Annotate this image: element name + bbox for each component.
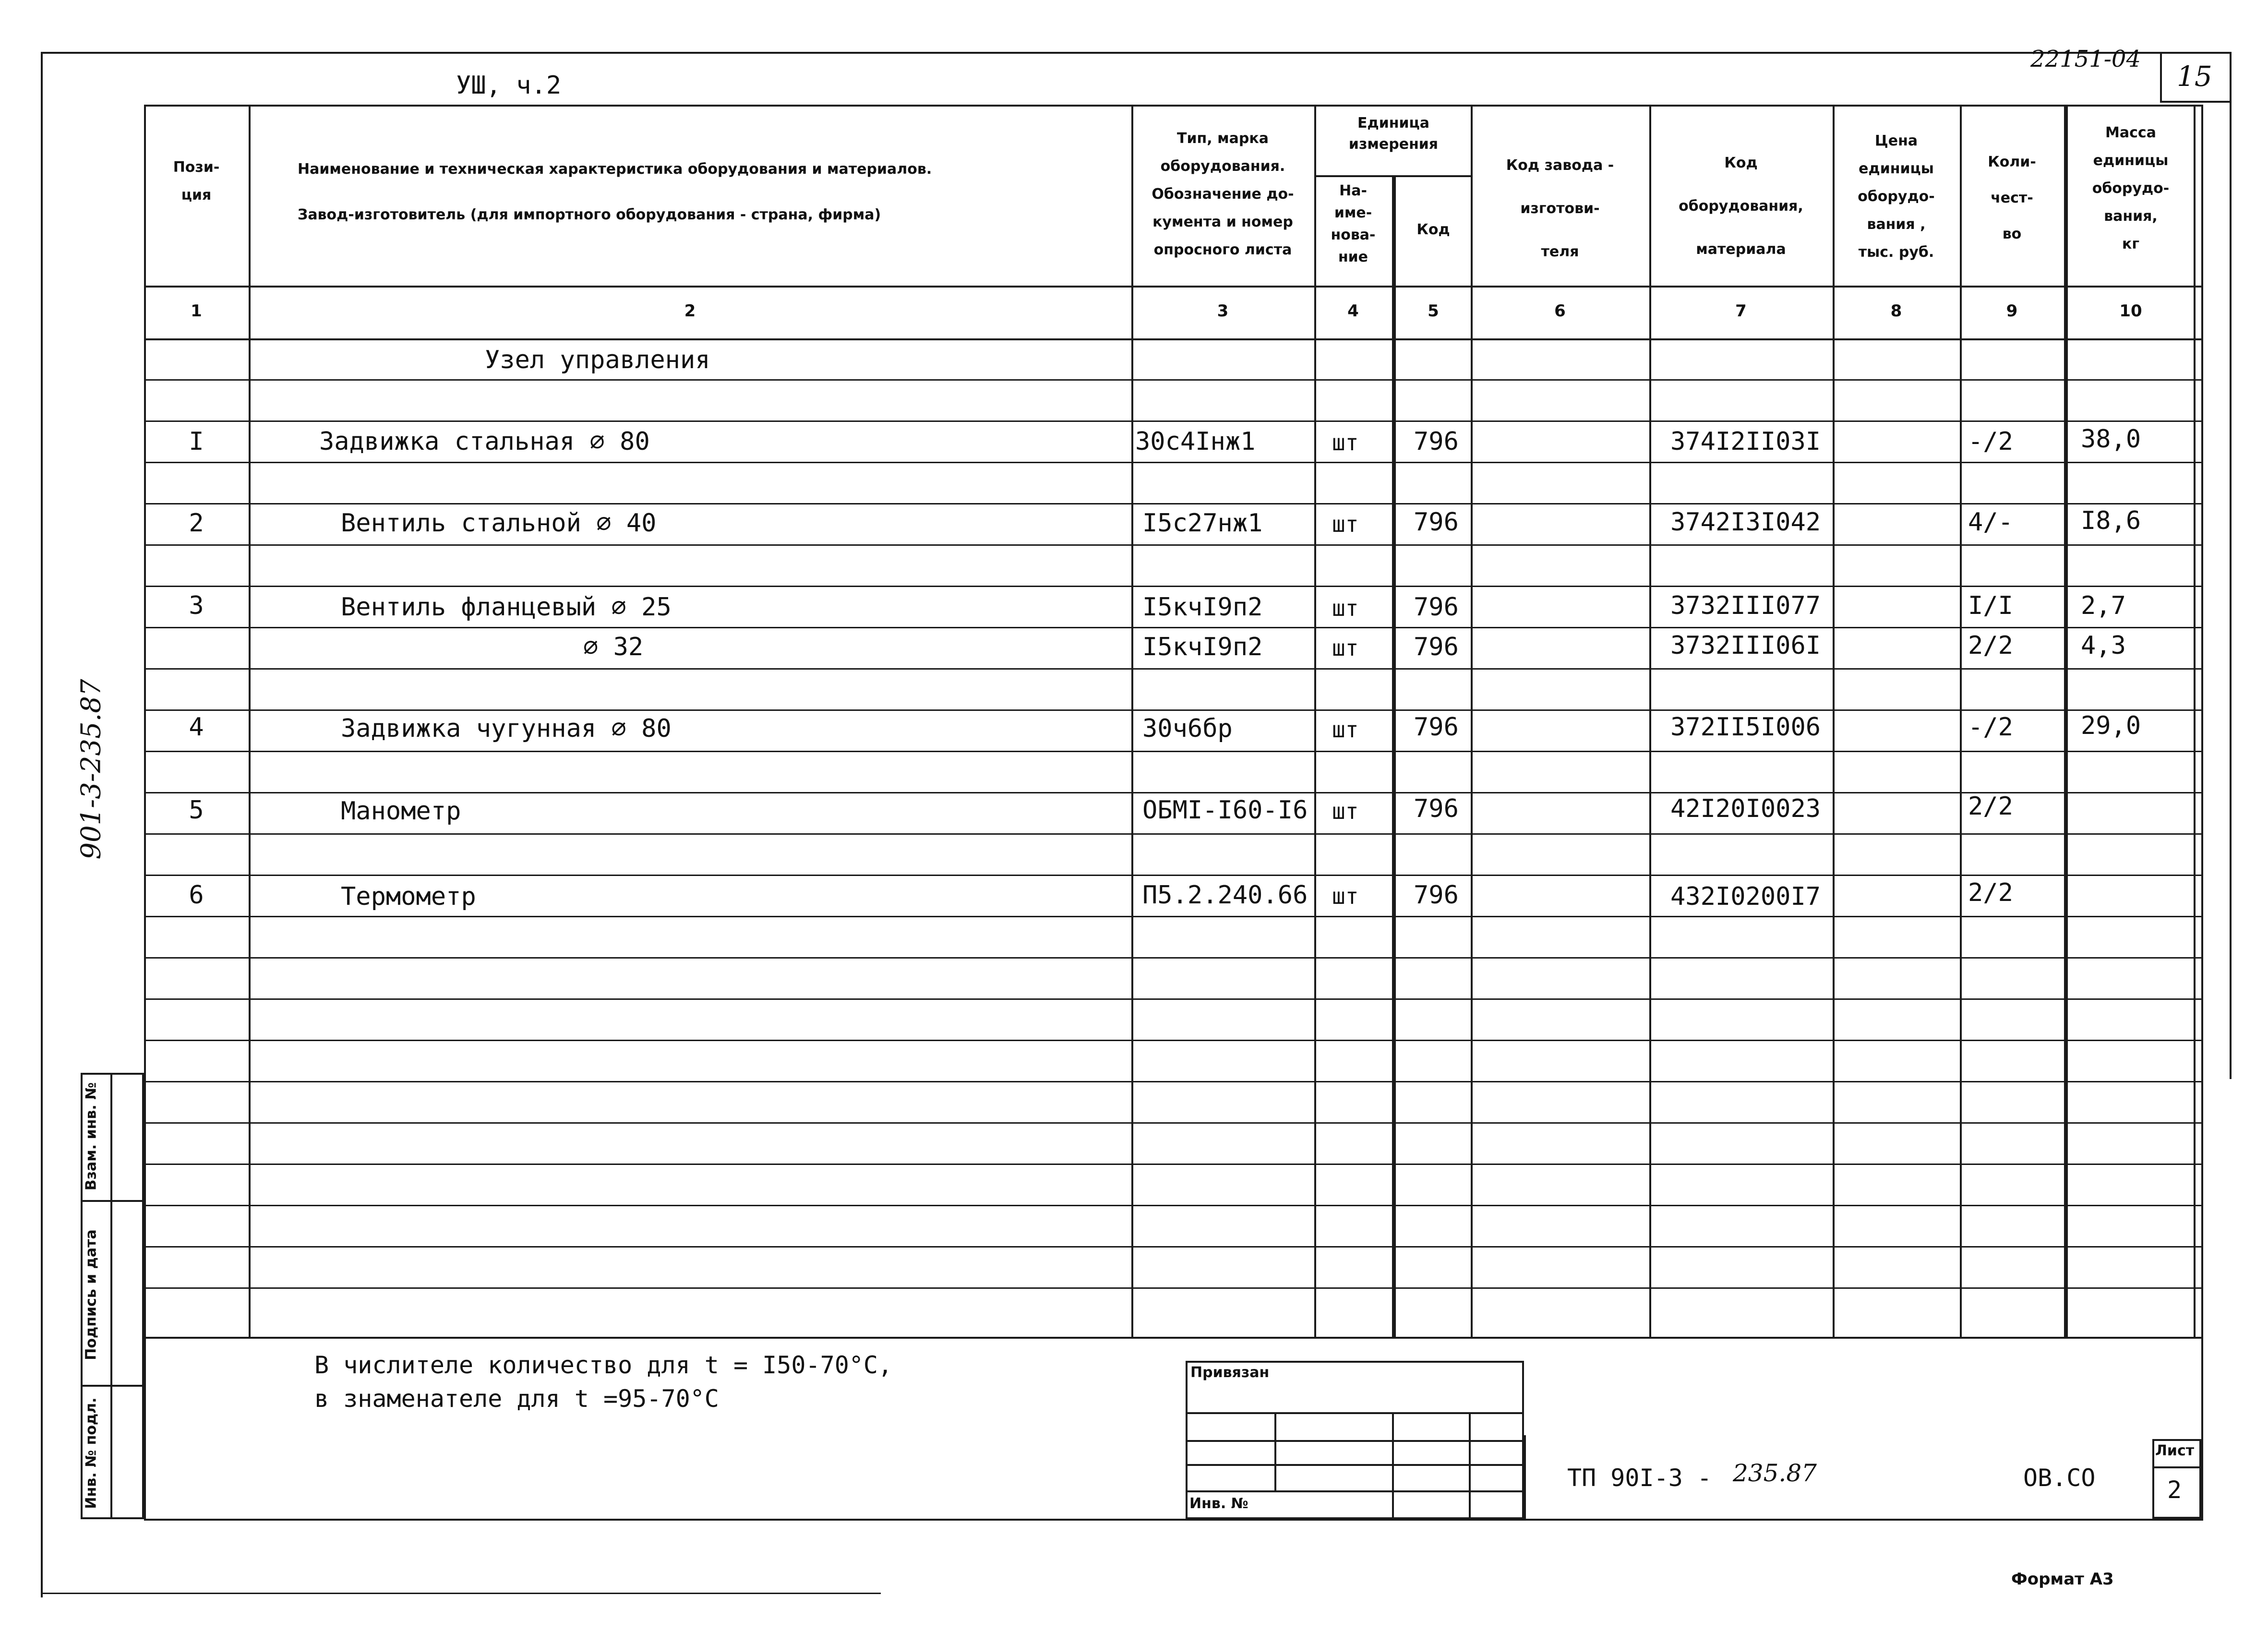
row2-type: I5с27нж1 — [1142, 509, 1263, 538]
row1-equip: 374I2II03I — [1670, 427, 1821, 456]
row1-unit: шт — [1332, 430, 1359, 456]
row-line — [144, 833, 2203, 835]
row4-equip: 372II5I006 — [1670, 713, 1821, 742]
unit-group-divider — [1314, 175, 1473, 177]
row3b-mass: 4,3 — [2081, 631, 2126, 660]
row-line — [144, 1246, 2203, 1248]
row5-type: ОБМI-I60-I6 — [1142, 796, 1308, 825]
colnum-4: 4 — [1347, 301, 1359, 321]
row6-type: П5.2.240.66 — [1142, 881, 1308, 910]
colnum-8: 8 — [1890, 301, 1902, 321]
row-line — [144, 751, 2203, 752]
note-line-1: В числителе количество для t = I50-70°С, — [314, 1351, 893, 1379]
row-line — [144, 1122, 2203, 1124]
row5-pos: 5 — [189, 796, 204, 825]
row3-name: Вентиль фланцевый ∅ 25 — [341, 593, 672, 622]
row-line — [144, 462, 2203, 463]
row-line — [144, 627, 2203, 628]
colnum-7: 7 — [1735, 301, 1747, 321]
row3-code: 796 — [1414, 593, 1459, 622]
row5-code: 796 — [1414, 794, 1459, 823]
row3-pos: 3 — [189, 591, 204, 620]
header-col4: На- име- нова- ние — [1331, 182, 1376, 265]
col-line-2 — [1131, 105, 1133, 1338]
row2-name: Вентиль стальной ∅ 40 — [341, 509, 657, 538]
doc-code-hand: 235.87 — [1733, 1459, 1817, 1487]
row4-pos: 4 — [189, 713, 204, 742]
row-line — [144, 420, 2203, 422]
header-col5: Код — [1416, 221, 1450, 238]
row5-equip: 42I20I0023 — [1670, 794, 1821, 823]
row5-name: Манометр — [341, 797, 461, 826]
row6-code: 796 — [1414, 881, 1459, 910]
inv-no-label: Инв. № — [1189, 1495, 1248, 1512]
row3b-type: I5кчI9п2 — [1142, 633, 1263, 661]
corner-sheet: 15 — [2177, 60, 2212, 93]
list-number: 2 — [2167, 1476, 2182, 1504]
col-line-7 — [1833, 105, 1835, 1338]
row-line — [144, 544, 2203, 546]
frame-bottom — [41, 1593, 881, 1594]
row2-pos: 2 — [189, 509, 204, 538]
colnum-10: 10 — [2119, 301, 2142, 321]
note-line-2: в знаменателе для t =95-70°С — [314, 1385, 719, 1413]
privyazan-label: Привязан — [1190, 1364, 1270, 1381]
frame-right — [2230, 52, 2232, 1079]
row6-pos: 6 — [189, 881, 204, 910]
stamp-number: 22151-04 — [2030, 46, 2141, 72]
row-line — [144, 998, 2203, 1000]
doc-code-prefix: ТП 90I-3 - — [1567, 1464, 1712, 1492]
col-line-1 — [249, 105, 251, 1338]
row2-unit: шт — [1332, 511, 1359, 537]
row1-pos: I — [189, 427, 204, 456]
col-line-5 — [1471, 105, 1473, 1338]
left-podpis: Подпись и дата — [83, 1229, 100, 1360]
colnum-5: 5 — [1428, 301, 1439, 321]
privyazan-vline-2 — [1392, 1412, 1394, 1519]
colnum-bottom — [144, 338, 2203, 340]
format-label: Формат А3 — [2011, 1570, 2114, 1589]
row-line — [144, 503, 2203, 504]
privyazan-vline-1 — [1274, 1412, 1276, 1490]
row-line — [144, 875, 2203, 876]
row3b-qty: 2/2 — [1968, 631, 2013, 660]
row3b-unit: шт — [1332, 635, 1359, 661]
header-col2: Наименование и техническая характеристика оборудования и материалов. Завод-изготовитель (для импортного оборудования - страна, фирма) — [298, 161, 932, 223]
row-line — [144, 1205, 2203, 1206]
table-body-bottom — [144, 1337, 2203, 1339]
side-vertical-number: 901-3-235.87 — [75, 679, 107, 860]
row-line — [144, 957, 2203, 959]
colnum-2: 2 — [684, 301, 696, 321]
header-col6: Код завода - изготови- теля — [1506, 157, 1614, 260]
privyazan-line-4 — [1186, 1490, 1524, 1492]
row4-name: Задвижка чугунная ∅ 80 — [341, 714, 672, 743]
row6-qty: 2/2 — [1968, 878, 2013, 907]
row-line — [144, 709, 2203, 711]
left-vzam: Взам. инв. № — [83, 1082, 100, 1191]
frame-left — [41, 52, 43, 1597]
colnum-9: 9 — [2006, 301, 2018, 321]
row2-equip: 3742I3I042 — [1670, 508, 1821, 537]
row1-code: 796 — [1414, 427, 1459, 456]
row-line — [144, 379, 2203, 381]
row4-code: 796 — [1414, 713, 1459, 742]
row4-type: 30ч6бр — [1142, 714, 1233, 743]
row-line — [144, 916, 2203, 917]
row3-type: I5кчI9п2 — [1142, 593, 1263, 622]
row2-mass: I8,6 — [2081, 506, 2141, 535]
table-bottom — [144, 1519, 2203, 1521]
row3b-name: ∅ 32 — [583, 633, 644, 661]
left-inv-podl: Инв. № подл. — [83, 1397, 100, 1509]
row6-unit: шт — [1332, 883, 1359, 909]
row-line — [144, 792, 2203, 793]
list-divider — [2152, 1466, 2201, 1468]
header-unit-group: Единица измерения — [1348, 115, 1439, 153]
row-line — [144, 668, 2203, 670]
table-top — [144, 105, 2203, 107]
row3-mass: 2,7 — [2081, 591, 2126, 620]
row1-qty: -/2 — [1968, 427, 2013, 456]
row-line — [144, 1164, 2203, 1165]
frame-top — [41, 52, 2230, 54]
row-line — [144, 1040, 2203, 1041]
col-line-8 — [1960, 105, 1962, 1338]
colnum-3: 3 — [1217, 301, 1229, 321]
corner-box-bottom — [2160, 101, 2230, 103]
header-bottom — [144, 286, 2203, 288]
doc-code-left — [1524, 1435, 1526, 1519]
row4-qty: -/2 — [1968, 713, 2013, 742]
row1-mass: 38,0 — [2081, 425, 2141, 454]
header-col7: Код оборудования, материала — [1679, 155, 1803, 258]
header-col3: Тип, марка оборудования. Обозначение до- кумента и номер опросного листа — [1152, 130, 1294, 258]
section-label: УШ, ч.2 — [456, 71, 562, 100]
row6-equip: 432I0200I7 — [1670, 882, 1821, 911]
header-col10: Масса единицы оборудо- вания, кг — [2092, 124, 2170, 252]
sheet-code: ОВ.СО — [2023, 1464, 2096, 1492]
colnum-1: 1 — [191, 301, 202, 321]
header-col8: Цена единицы оборудо- вания , тыс. руб. — [1858, 132, 1935, 261]
row1-type: 30с4Iнж1 — [1135, 427, 1256, 456]
row1-name: Задвижка стальная ∅ 80 — [319, 427, 650, 456]
col-line-10 — [2194, 105, 2196, 1338]
left-margin-divider — [110, 1073, 112, 1519]
row3-qty: I/I — [1968, 591, 2013, 620]
row-line — [144, 1287, 2203, 1289]
table-right — [2201, 105, 2203, 1521]
privyazan-line-3 — [1186, 1464, 1524, 1466]
row5-unit: шт — [1332, 798, 1359, 824]
list-label: Лист — [2155, 1442, 2195, 1459]
row3-equip: 3732III077 — [1670, 591, 1821, 620]
row3-unit: шт — [1332, 595, 1359, 621]
row5-qty: 2/2 — [1968, 792, 2013, 821]
privyazan-line-1 — [1186, 1412, 1524, 1414]
col-line-6 — [1649, 105, 1651, 1338]
row-line — [144, 1081, 2203, 1082]
row-line — [144, 586, 2203, 587]
corner-box-left — [2160, 52, 2162, 102]
row4-mass: 29,0 — [2081, 711, 2141, 740]
col-line-9 — [2064, 105, 2068, 1338]
row2-qty: 4/- — [1968, 508, 2013, 537]
section-title: Узел управления — [485, 346, 710, 374]
row2-code: 796 — [1414, 508, 1459, 537]
col-line-3 — [1314, 105, 1316, 1338]
colnum-6: 6 — [1554, 301, 1566, 321]
row3b-code: 796 — [1414, 633, 1459, 661]
row4-unit: шт — [1332, 717, 1359, 743]
header-col9: Коли- чест- во — [1988, 154, 2036, 242]
row3b-equip: 3732III06I — [1670, 631, 1821, 660]
row6-name: Термометр — [341, 882, 476, 911]
privyazan-vline-3 — [1469, 1412, 1471, 1519]
header-col1: Пози- ция — [173, 159, 220, 204]
privyazan-line-2 — [1186, 1440, 1524, 1442]
